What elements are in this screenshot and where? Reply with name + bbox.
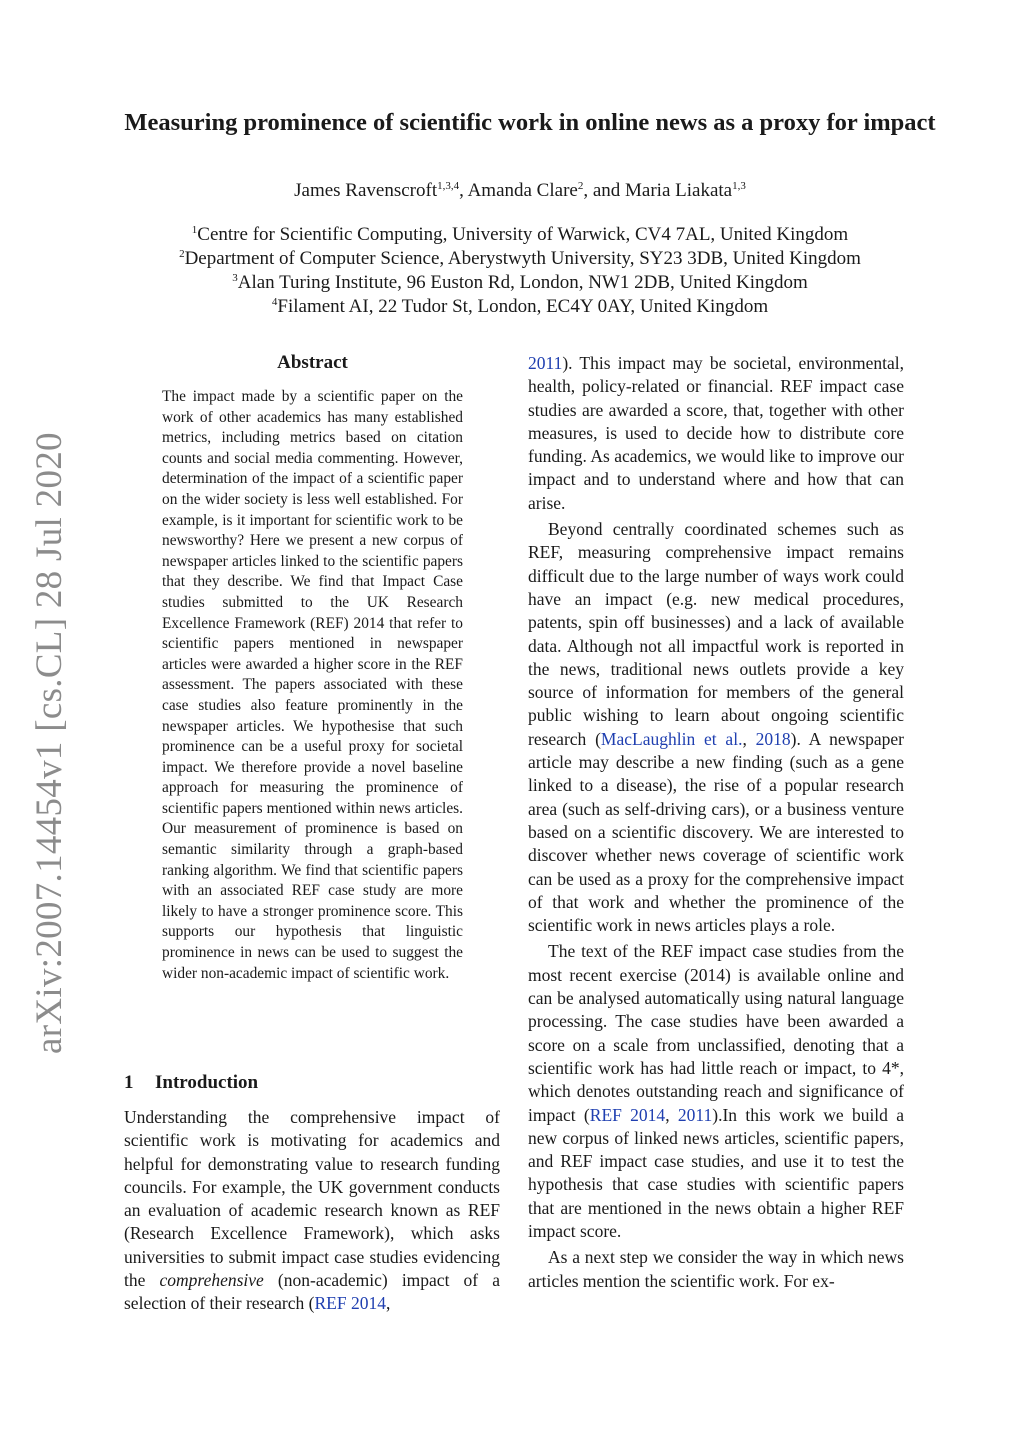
citation-separator: , [742,728,756,749]
intro-paragraph-2 [528,518,904,937]
paragraph-text: ). A newspaper article may describe a new finding (such as a gene linked to a disease), the rise of a popular research area (such as self-driving cars), or a business venture based on a scientific discovery. We are interested to discover whether news coverage of scientific work can be used as a proxy for the comprehensive impact of that work and whether the prominence of the scientific work in news articles plays a role. [528,728,904,936]
author-name: James Ravenscroft [294,180,438,201]
paragraph-text: (non-academic) impact of a selection of their research ( [124,1270,500,1314]
affiliation-marker: 2 [179,248,185,260]
author-affiliation-marker: 1,3,4 [437,180,460,192]
citation-link[interactable]: 2011 [528,353,563,373]
intro-paragraph-1-continued [528,352,904,515]
paragraph-text: Beyond centrally coordinated schemes such as REF, measuring comprehensive impact remains difficult due to the large number of ways work could have an impact (e.g. new medical procedures, patents, spin off businesses) and a lack of available data. Although not all impactful work is reported in the news, traditional news outlets provide a key source of information for members of the general public wishing to learn about ongoing scientific research ( [528,519,904,749]
affiliation-text: Filament AI, 22 Tudor St, London, EC4Y 0AY, United Kingdom [277,296,769,317]
author-line [120,180,920,202]
paper-title: Measuring prominence of scientific work in online news as a proxy for impact [124,109,936,136]
paragraph-text: ).In this work we build a new corpus of linked news articles, scientific papers, and REF impact case studies, and use it to test the hypothesis that case studies with scientific papers that are mentioned in the news obtain a higher REF impact score. [528,1104,904,1241]
intro-paragraph-3 [528,940,904,1243]
section-number: 1 [124,1072,134,1093]
citation-separator: , [665,1104,678,1125]
author-affiliation-marker: 1,3 [732,180,746,192]
section-title: Introduction [155,1072,259,1093]
author-affiliation-marker: 2 [577,180,584,192]
emphasis-text: comprehensive [159,1270,264,1291]
affiliation-marker: 3 [232,272,238,284]
author-separator: , and [583,180,626,201]
intro-paragraph-1 [124,1106,500,1316]
intro-paragraph-4: As a next step we consider the way in which news articles mention the scientific work. For ex- [528,1247,904,1291]
affiliation-line [120,295,920,319]
affiliation-list [120,223,920,319]
affiliation-line [120,223,920,247]
arxiv-identifier-stamp: arXiv:2007.14454v1 [cs.CL] 28 Jul 2020 [29,432,70,1054]
left-column-body [124,1106,500,1316]
author-name: Maria Liakata [625,180,733,201]
affiliation-text: Department of Computer Science, Aberystwyth University, SY23 3DB, United Kingdom [184,248,861,269]
citation-link[interactable]: MacLaughlin et al. [600,728,743,749]
affiliation-marker: 1 [191,224,198,236]
affiliation-line [120,247,920,271]
abstract-heading: Abstract [277,352,348,373]
affiliation-marker: 4 [271,296,278,308]
citation-link[interactable]: REF 2014 [314,1293,386,1314]
affiliation-text: Alan Turing Institute, 96 Euston Rd, London, NW1 2DB, United Kingdom [237,272,808,293]
affiliation-line [120,271,920,295]
abstract-text: The impact made by a scientific paper on the work of other academics has many established metrics, including metrics based on citation counts and social media commenting. However, determination of the impact of a scientific paper on the wider society is less well established. For example, is it important for scientific work to be newsworthy? Here we present a new corpus of newspaper articles linked to the scientific papers that they describe. We find that Impact Case studies submitted to the UK Research Excellence Framework (REF) 2014 that refer to scientific papers mentioned in newspaper articles were awarded a higher score in the REF assessment. The papers associated with these case studies also feature prominently in the newspaper articles. We hypothesise that such prominence can be a useful proxy for societal impact. We therefore provide a novel baseline approach for measuring the prominence of scientific papers mentioned within news articles. Our measurement of prominence is based on semantic similarity through a graph-based ranking algorithm. We find that scientific papers with an associated REF case study are more likely to have a stronger prominence score. This supports our hypothesis that linguistic prominence in news can be used to suggest the wider non-academic impact of scientific work. [162,388,463,982]
paragraph-text: The text of the REF impact case studies from the most recent exercise (2014) is available online and can be analysed automatically using natural language processing. The case studies have been awarded a score on a scale from unclassified, denoting that a scientific work has had little reach or impact, to 4*, which denotes outstanding reach and significance of impact ( [528,941,904,1125]
paragraph-text: ). This impact may be societal, environmental, health, policy-related or financial. REF impact case studies are awarded a score, that, together with other measures, is used to decide how to distribute core funding. As academics, we would like to improve our impact and to understand where and how that can arise. [528,353,904,513]
citation-link[interactable]: 2011 [677,1104,713,1125]
affiliation-text: Centre for Scientific Computing, University of Warwick, CV4 7AL, United Kingdom [197,224,849,245]
citation-separator: , [385,1293,391,1314]
author-separator: , [459,180,468,201]
paragraph-text: Understanding the comprehensive impact of scientific work is motivating for academics and helpful for demonstrating value to research funding councils. For example, the UK government conducts an evaluation of academic research known as REF (Research Excellence Framework), which asks universities to submit impact case studies evidencing the [124,1107,500,1291]
right-column-body [528,352,904,1293]
citation-link[interactable]: 2018 [755,728,791,749]
author-name: Amanda Clare [467,180,578,201]
citation-link[interactable]: REF 2014 [589,1104,666,1125]
section-heading [124,1072,504,1094]
